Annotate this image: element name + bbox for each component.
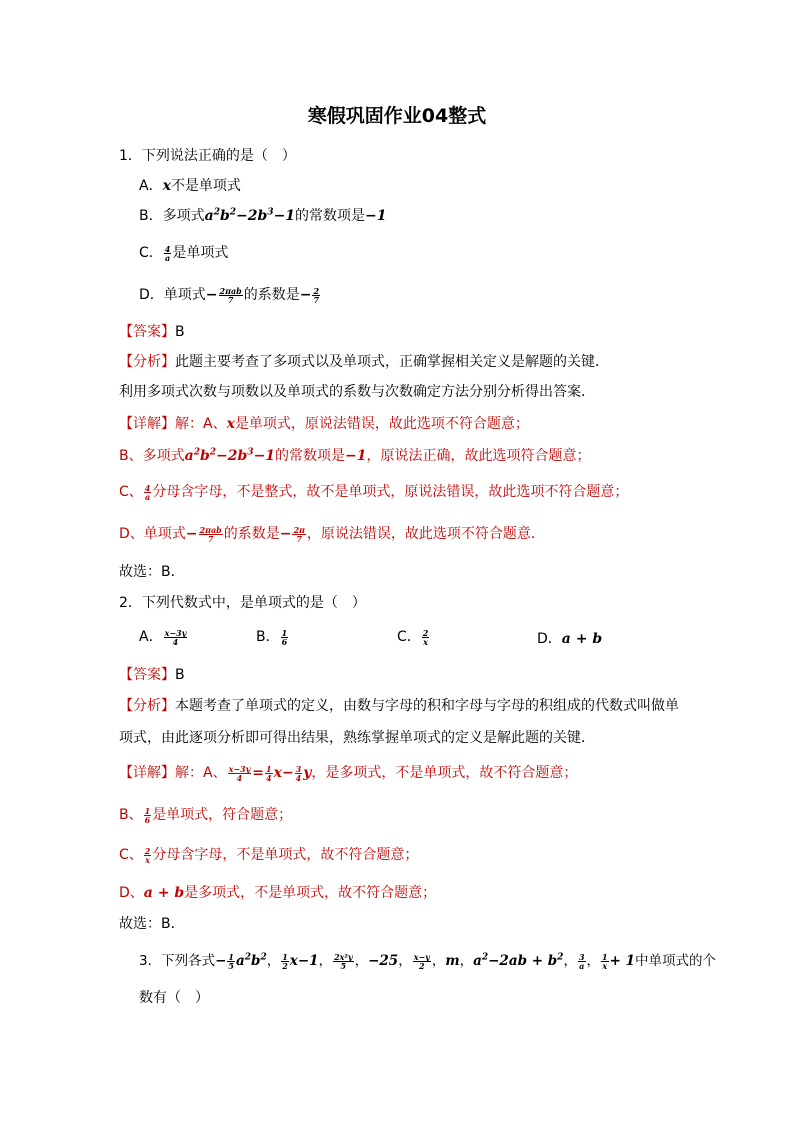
fraction: $\frac{2}{7}$: [313, 285, 320, 305]
fraction: $\frac{2}{x}$: [144, 845, 151, 865]
q2-detail: 【详解】解：A、 $\frac{x-3y}{4}$ = $\frac{1}{4}$ x− $\frac{3}{4}$ y，是多项式，不是单项式，故不符合题意；: [119, 763, 578, 783]
fraction: 2πab 7: [199, 524, 222, 544]
q2-conclusion: 故选：B．: [119, 916, 185, 932]
q3-stem-cont: 数有（ ）: [139, 990, 209, 1006]
q1-option-a: A．x不是单项式: [139, 178, 241, 194]
q2-stem: 2．下列代数式中，是单项式的是（ ）: [119, 595, 366, 611]
fraction: $\frac{1}{5}$: [228, 951, 234, 971]
q2-option-b: B． $\frac{1}{6}$: [256, 627, 288, 647]
fraction: $\frac{\text{2x²y}}{5}$: [334, 951, 353, 971]
q2-option-d: D．a + b: [537, 631, 603, 647]
q1-option-c: C． $\frac{4}{a}$ 是单项式: [139, 243, 229, 263]
fraction: $\frac{2}{x}$: [422, 627, 429, 647]
q1-option-d: D．单项式− 2πab 7 的系数是− $\frac{2}{7}$: [139, 285, 320, 305]
q1-answer: 【答案】B: [119, 324, 185, 340]
fraction: $\frac{1}{6}$: [144, 805, 151, 825]
fraction: $\frac{x-3y}{4}$: [164, 627, 187, 647]
q3-stem: 3．下列各式− $\frac{1}{5}$ $a^2b^2$， $\frac{1}{2}$ x−1， $\frac{\text{2x²y}}{5}$ ，−25， $\frac{x-y}{2}$ ，m，$a^2-2ab + b^2$， $\frac{3}{a}$ ， $\frac{1}{x}$ + 1中单项式的个: [139, 951, 716, 971]
fraction: $\frac{1}{2}$: [282, 951, 288, 971]
q1-conclusion: 故选：B．: [119, 564, 185, 580]
q2-detail-c: C、 $\frac{2}{x}$ 分母含字母，不是单项式，故不符合题意；: [119, 845, 419, 865]
q1-detail: 【详解】解：A、x是单项式，原说法错误，故此选项不符合题意；: [119, 416, 529, 432]
fraction: $\frac{1}{4}$: [266, 763, 272, 783]
q1-analysis: 【分析】此题主要考查了多项式以及单项式，正确掌握相关定义是解题的关键．: [119, 354, 609, 370]
q1-stem: 1．下列说法正确的是（ ）: [119, 148, 296, 164]
q1-option-b: B．多项式$a^2b^2-2b^3-1$的常数项是−1: [139, 207, 387, 224]
fraction: 2πab 7: [219, 285, 242, 305]
q2-detail-d: D、a + b是多项式，不是单项式，故不符合题意；: [119, 885, 437, 901]
q2-answer: 【答案】B: [119, 667, 185, 683]
q2-detail-b: B、 $\frac{1}{6}$ 是单项式，符合题意；: [119, 805, 293, 825]
fraction: $\frac{4}{a}$: [164, 243, 171, 263]
q2-option-a: A． $\frac{x-3y}{4}$: [139, 627, 187, 647]
q1-detail-c: C、 $\frac{4}{a}$ 分母含字母，不是整式，故不是单项式，原说法错误，故此选项不符合题意；: [119, 482, 629, 502]
q2-option-c: C． $\frac{2}{x}$: [397, 627, 429, 647]
q2-analysis-cont: 项式，由此逐项分析即可得出结果，熟练掌握单项式的定义是解此题的关键．: [119, 730, 595, 746]
fraction: $\frac{4}{a}$: [144, 482, 151, 502]
fraction: $\frac{1}{6}$: [281, 627, 288, 647]
q1-detail-b: B、多项式$a^2b^2-2b^3-1$的常数项是−1，原说法正确，故此选项符合题意；: [119, 447, 591, 464]
fraction: $\frac{2\pi}{7}$: [293, 524, 305, 544]
fraction: $\frac{1}{x}$: [602, 951, 608, 971]
q1-detail-d: D、单项式− 2πab 7 的系数是− $\frac{2\pi}{7}$ ，原说法错误，故此选项不符合题意．: [119, 524, 545, 544]
page-title: 寒假巩固作业04整式: [307, 105, 487, 127]
q2-analysis: 【分析】本题考查了单项式的定义，由数与字母的积和字母与字母的积组成的代数式叫做单: [119, 698, 679, 714]
fraction: $\frac{3}{a}$: [578, 951, 585, 971]
fraction: $\frac{3}{4}$: [295, 763, 302, 783]
fraction: $\frac{x-y}{2}$: [413, 951, 430, 971]
q1-analysis-cont: 利用多项式次数与项数以及单项式的系数与次数确定方法分别分析得出答案．: [119, 384, 595, 400]
fraction: $\frac{x-3y}{4}$: [228, 763, 251, 783]
